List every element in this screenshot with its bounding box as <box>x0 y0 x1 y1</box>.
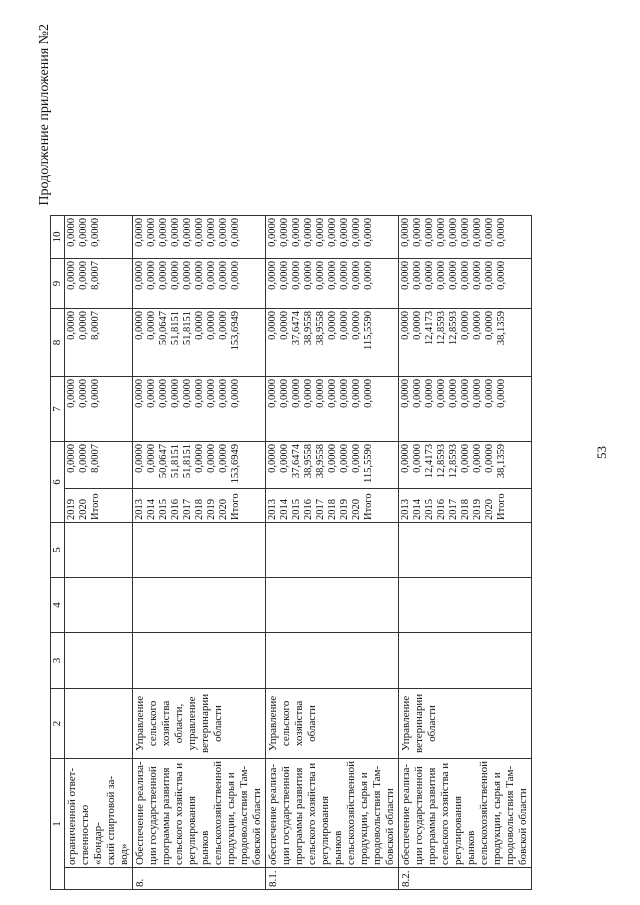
empty-cell <box>65 577 133 632</box>
header-cell: 3 <box>51 632 65 688</box>
row-responsible: Управление ветеринарии области <box>399 688 532 758</box>
row-number: 8.2. <box>399 868 532 890</box>
budget-table <box>50 215 532 890</box>
row-name: Обеспечение реализа- ции государственной программы развития сельского хозяйства и регулирования рынков сельскохозяйственной продукции, сырья и продовольствия Там- бовской области <box>133 758 266 867</box>
row-col8-values: 0,0000 0,0000 50,0647 51,8151 51,8151 0,0000 0,0000 0,0000 153,6949 <box>133 308 266 376</box>
row-responsible: Управление сельского хозяйства области, управление ветеринарии области <box>133 688 266 758</box>
row-name: ограниченной ответ- ственностью «Бондар- ский спиртовой за- вод» <box>65 758 133 867</box>
page-number: 53 <box>594 446 609 459</box>
empty-cell <box>65 522 133 577</box>
row-col6-values: 0,0000 0,0000 8,0007 <box>65 441 133 488</box>
row-col9-values: 0,0000 0,0000 0,0000 0,0000 0,0000 0,0000 0,0000 0,0000 0,0000 <box>266 258 399 308</box>
row-col7-values: 0,0000 0,0000 0,0000 0,0000 0,0000 0,0000 0,0000 0,0000 0,0000 <box>133 376 266 441</box>
row-col7-values: 0,0000 0,0000 0,0000 0,0000 0,0000 0,0000 0,0000 0,0000 0,0000 <box>266 376 399 441</box>
row-col9-values: 0,0000 0,0000 8,0007 <box>65 258 133 308</box>
row-years: 2013 2014 2015 2016 2017 2018 2019 2020 Итого <box>266 488 399 522</box>
row-years: 2013 2014 2015 2016 2017 2018 2019 2020 Итого <box>133 488 266 522</box>
row-col8-values: 0,0000 0,0000 12,4173 12,8593 12,8593 0,0000 0,0000 0,0000 38,1359 <box>399 308 532 376</box>
empty-cell <box>133 632 266 688</box>
row-col8-values: 0,0000 0,0000 37,6474 38,9558 38,9558 0,0000 0,0000 0,0000 115,5590 <box>266 308 399 376</box>
row-number: 8. <box>133 868 266 890</box>
row-col10-values: 0,0000 0,0000 0,0000 0,0000 0,0000 0,0000 0,0000 0,0000 0,0000 <box>133 215 266 258</box>
header-cell: 8 <box>51 308 65 376</box>
empty-cell <box>133 577 266 632</box>
row-col6-values: 0,0000 0,0000 37,6474 38,9558 38,9558 0,0000 0,0000 0,0000 115,5590 <box>266 441 399 488</box>
empty-cell <box>399 522 532 577</box>
row-number: 8.1. <box>266 868 399 890</box>
header-cell: 10 <box>51 215 65 258</box>
row-col6-values: 0,0000 0,0000 12,4173 12,8593 12,8593 0,0000 0,0000 0,0000 38,1359 <box>399 441 532 488</box>
row-col7-values: 0,0000 0,0000 0,0000 0,0000 0,0000 0,0000 0,0000 0,0000 0,0000 <box>399 376 532 441</box>
empty-cell <box>65 632 133 688</box>
empty-cell <box>266 522 399 577</box>
header-cell: 5 <box>51 522 65 577</box>
row-responsible: Управление сельского хозяйства области <box>266 688 399 758</box>
row-col8-values: 0,0000 0,0000 8,0007 <box>65 308 133 376</box>
header-cell: 4 <box>51 577 65 632</box>
table-row <box>266 215 399 889</box>
row-name: обеспечение реализа- ции государственной программы развития сельского хозяйства и регулирования рынков сельскохозяйственной продукции, сырья и продовольствия Там- бовской области <box>399 758 532 867</box>
table-row <box>65 215 133 889</box>
row-col10-values: 0,0000 0,0000 0,0000 0,0000 0,0000 0,0000 0,0000 0,0000 0,0000 <box>266 215 399 258</box>
row-col10-values: 0,0000 0,0000 0,0000 0,0000 0,0000 0,0000 0,0000 0,0000 0,0000 <box>399 215 532 258</box>
row-col9-values: 0,0000 0,0000 0,0000 0,0000 0,0000 0,0000 0,0000 0,0000 0,0000 <box>399 258 532 308</box>
row-name: обеспечение реализа- ции государственной программы развития сельского хозяйства и регулирования рынков сельскохозяйственной продукции, сырья и продовольствия Там- бовской области <box>266 758 399 867</box>
table-header-row <box>51 215 65 889</box>
row-responsible <box>65 688 133 758</box>
appendix-header: Продолжение приложения №2 <box>37 24 52 206</box>
header-cell: 7 <box>51 376 65 441</box>
table-row <box>399 215 532 889</box>
row-col10-values: 0,0000 0,0000 0,0000 <box>65 215 133 258</box>
row-col6-values: 0,0000 0,0000 50,0647 51,8151 51,8151 0,0000 0,0000 0,0000 153,6949 <box>133 441 266 488</box>
table-row <box>133 215 266 889</box>
empty-cell <box>133 522 266 577</box>
empty-cell <box>399 577 532 632</box>
header-cell: 6 <box>51 441 65 522</box>
header-cell: 2 <box>51 688 65 758</box>
row-col9-values: 0,0000 0,0000 0,0000 0,0000 0,0000 0,0000 0,0000 0,0000 0,0000 <box>133 258 266 308</box>
header-cell: 1 <box>51 758 65 889</box>
row-years: 2013 2014 2015 2016 2017 2018 2019 2020 Итого <box>399 488 532 522</box>
row-col7-values: 0,0000 0,0000 0,0000 <box>65 376 133 441</box>
row-years: 2019 2020 Итого <box>65 488 133 522</box>
empty-cell <box>266 577 399 632</box>
row-number <box>65 868 133 890</box>
empty-cell <box>266 632 399 688</box>
empty-cell <box>399 632 532 688</box>
header-cell: 9 <box>51 258 65 308</box>
